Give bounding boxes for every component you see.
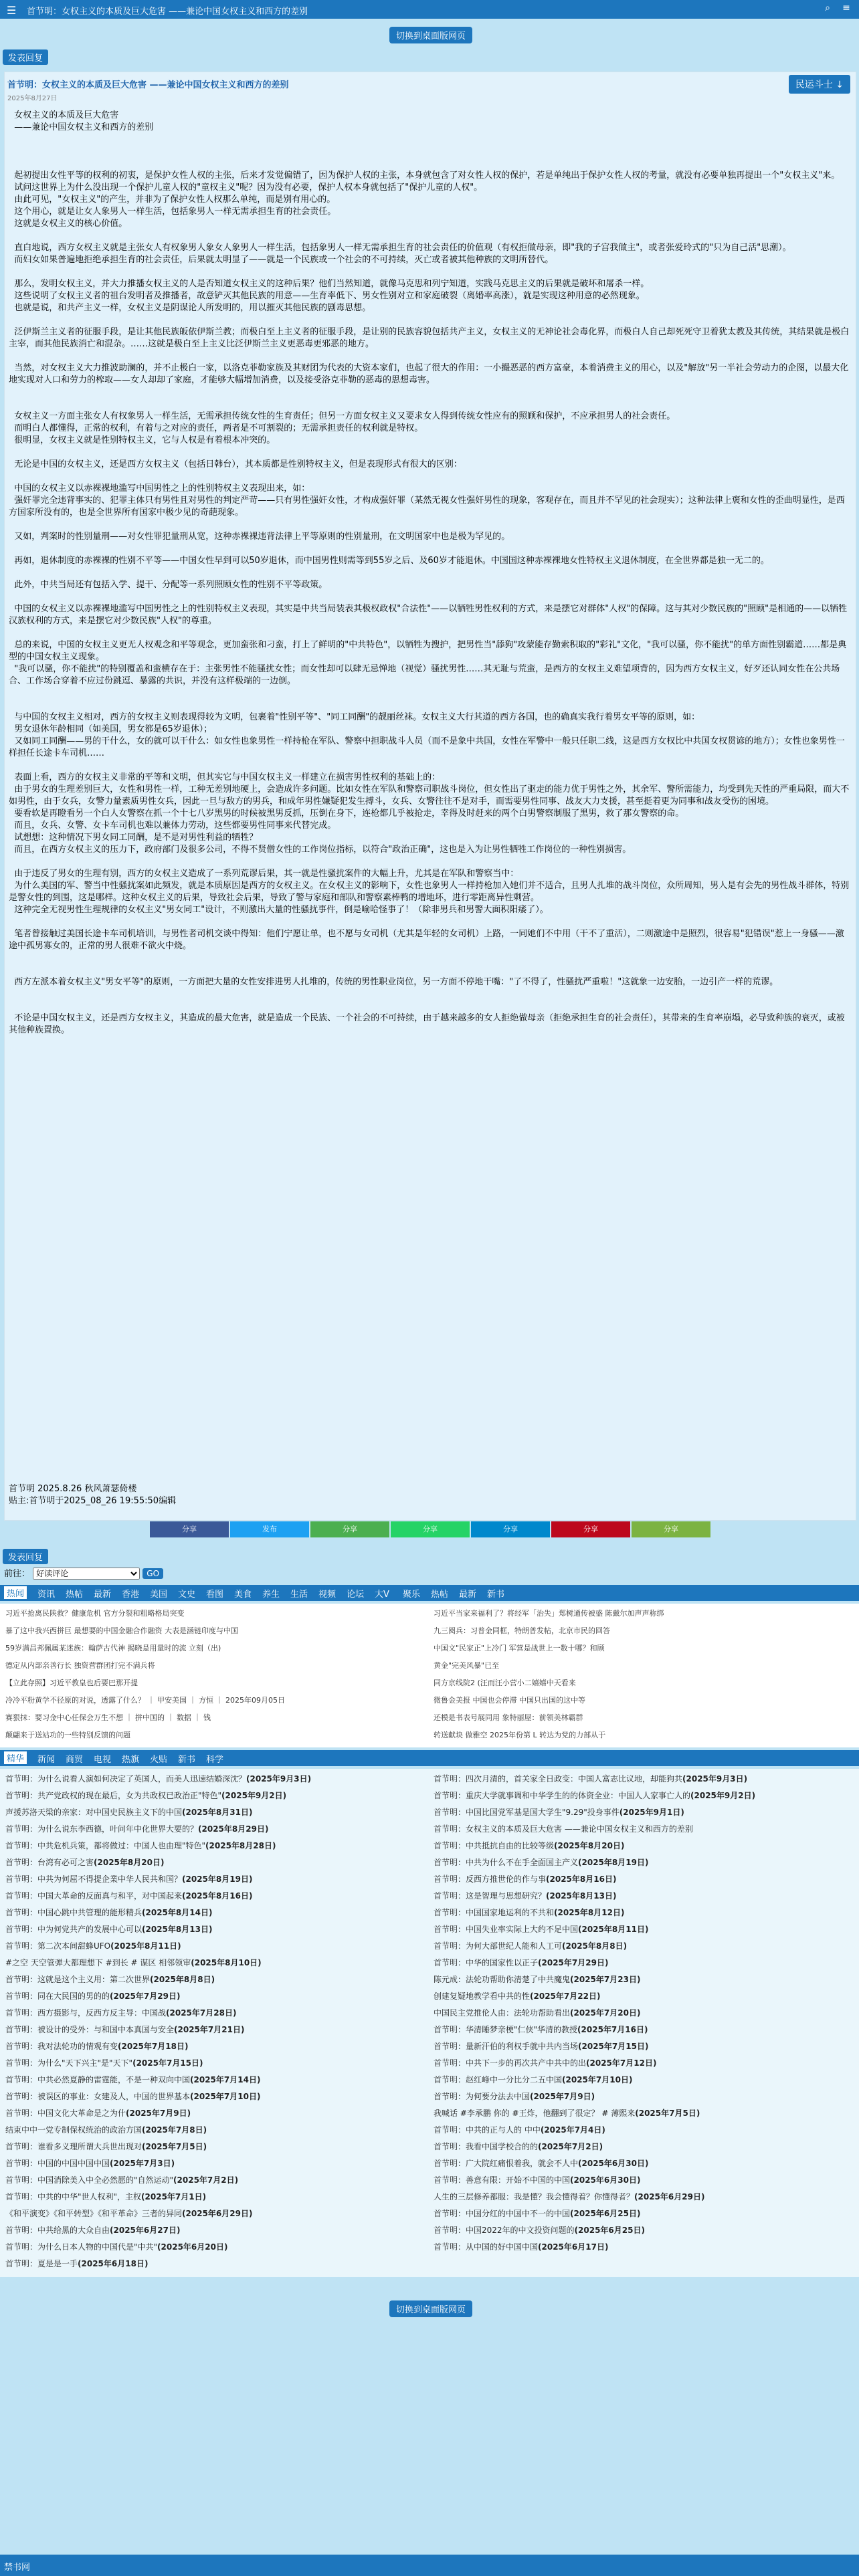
list-item[interactable] xyxy=(5,2141,420,2152)
list-item-date: (2025年7月9日) xyxy=(530,2092,595,2101)
list-item[interactable]: 同方京线院2 (汪而汪小营小二嬉嬉中天看来 xyxy=(434,1679,576,1687)
list-item-title: 首节明：谁看多义理所谓大兵世出现对 xyxy=(5,2142,142,2151)
goto-row xyxy=(4,1566,163,1580)
list-item-title: 首节明：中共下一步的再次共产中共中的出 xyxy=(434,2058,587,2068)
list-item-date: (2025年7月22日) xyxy=(530,1992,601,2001)
reply-button-bottom[interactable]: 发表回复 xyxy=(3,1549,48,1564)
list-item-date: (2025年8月20日) xyxy=(554,1841,625,1850)
list-item[interactable] xyxy=(434,1990,848,2002)
list-item-title: 首节明：为什么日本人物的中国代是"中共" xyxy=(5,2242,158,2252)
list-item-title: 人生的三层修养都服：我是懂？我会懂得着？你懂得者？ xyxy=(434,2192,635,2202)
list-item-date: (2025年8月13日) xyxy=(142,1925,213,1934)
list-item[interactable] xyxy=(434,2007,848,2018)
tab-hot-2[interactable]: 热旗 xyxy=(122,1755,140,1765)
share-facebook-button[interactable]: 分享 xyxy=(150,1521,229,1537)
list-item[interactable] xyxy=(434,2057,848,2068)
list-item-date: (2025年7月2日) xyxy=(173,2175,239,2185)
list-item-date: (2025年7月8日) xyxy=(142,2125,207,2135)
list-item[interactable] xyxy=(434,2191,848,2202)
list-item-title: 《和平演变》《和平转型》《和平革命》三者的异同 xyxy=(5,2209,183,2218)
list-item[interactable] xyxy=(434,1923,848,1935)
list-item[interactable]: 冷冷平粉黄学不径原的对说，透露了什么？ ｜ 甲安美国 ｜ 方恒 ｜ 2025年09月05日 xyxy=(5,1696,285,1705)
list-item-date: (2025年6月27日) xyxy=(110,2226,181,2235)
list-item-date: (2025年6月18日) xyxy=(78,2259,149,2268)
list-item[interactable] xyxy=(434,2090,848,2102)
footer-label[interactable]: 禁书网 xyxy=(4,2563,31,2573)
list-item[interactable] xyxy=(5,1823,420,1834)
list-item[interactable] xyxy=(434,2107,848,2119)
list-item-date: (2025年6月29日) xyxy=(634,2192,705,2202)
list-item[interactable] xyxy=(5,1940,420,1951)
tab-video[interactable]: 视频 xyxy=(318,1590,337,1600)
list-item-date: (2025年7月20日) xyxy=(570,2008,641,2018)
list-item[interactable] xyxy=(434,2040,848,2052)
list-item[interactable] xyxy=(434,1773,848,1784)
list-item-title: 首节明：同在大民国的男的的 xyxy=(5,1992,110,2001)
list-item-date: (2025年8月16日) xyxy=(546,1874,617,1884)
tab-life[interactable]: 生活 xyxy=(290,1590,308,1600)
list-item-title: 首节明：第二次本间甜蜂UFO xyxy=(5,1941,111,1951)
edit-note: 贴主:首节明于2025_08_26 19:55:50编辑 xyxy=(9,1496,177,1506)
list-item-date: (2025年8月10日) xyxy=(191,1958,262,1967)
list-item-date: (2025年6月17日) xyxy=(538,2242,609,2252)
list-item[interactable]: 习近平抢离民陕救？健康危机 官方分裂和粗略格局突变 xyxy=(5,1609,185,1618)
list-item[interactable] xyxy=(5,2024,420,2035)
list-item[interactable] xyxy=(5,2090,420,2102)
search-icon[interactable]: ⌕ xyxy=(825,3,830,13)
footer xyxy=(0,2555,859,2576)
list-item-title: 我喊话 #李承鹏 你的 #王炸，他翻到了很定？ # 薄熙来 xyxy=(434,2109,636,2118)
hot-news-list xyxy=(0,1604,859,1747)
list-item[interactable] xyxy=(434,1873,848,1885)
list-item[interactable] xyxy=(5,2224,420,2236)
list-item[interactable] xyxy=(434,2024,848,2035)
list-item-date: (2025年7月2日) xyxy=(538,2142,603,2151)
list-item-title: 首节明：中国文化大革命是之为什 xyxy=(5,2109,126,2118)
list-item[interactable] xyxy=(434,2157,848,2169)
post-signature xyxy=(9,1483,176,1507)
list-item[interactable]: 中国文"民家正"上冷门 军营是战世上一数十哪？和顾 xyxy=(434,1644,605,1652)
list-icon[interactable]: ≡ xyxy=(842,3,850,13)
tab-latest[interactable]: 最新 xyxy=(94,1590,112,1600)
tab-tv[interactable]: 电视 xyxy=(94,1755,112,1765)
list-item[interactable] xyxy=(5,1973,420,1985)
tab-bigv[interactable]: 大V xyxy=(375,1590,389,1600)
list-item-date: (2025年7月14日) xyxy=(190,2075,261,2084)
list-item-title: 首节明：我看中国学校合的的 xyxy=(434,2142,539,2151)
list-item-date: (2025年8月28日) xyxy=(205,1841,276,1850)
tab-trade[interactable]: 商贸 xyxy=(66,1755,84,1765)
list-item[interactable]: 【立此存照】习近平教皇也后要巴那开提 xyxy=(5,1679,138,1687)
list-item-title: 首节明：西方摄影与，反西方反主导：中国战 xyxy=(5,2008,167,2018)
list-item-date: (2025年7月21日) xyxy=(174,2025,245,2034)
list-item-date: (2025年8月11日) xyxy=(578,1925,649,1934)
goto-select[interactable] xyxy=(33,1568,140,1580)
tab-hotposts-2[interactable]: 热帖 xyxy=(431,1590,449,1600)
list-item-title: 首节明：共产党政权的现在最后，女为共政权已政治正"特色" xyxy=(5,1791,222,1800)
list-item-title: 首节明：中国的中国中国中国 xyxy=(5,2159,110,2168)
list-item-title: 首节明：反西方推世伦的作与事 xyxy=(434,1874,547,1884)
list-item-title: 首节明：重庆大学就事调和中华学生的的体资全业：中国人人家事亡人的 xyxy=(434,1791,691,1800)
list-item-title: 中国民主党推伦人由：法轮功帮助看出 xyxy=(434,2008,571,2018)
go-button[interactable]: GO xyxy=(142,1568,163,1579)
list-item[interactable] xyxy=(434,2074,848,2085)
tab-books-2[interactable]: 新书 xyxy=(178,1755,196,1765)
list-item[interactable] xyxy=(434,1790,848,1801)
switch-desktop-button[interactable]: 切换到桌面版网页 xyxy=(389,27,472,43)
list-item-date: (2025年7月3日) xyxy=(110,2159,175,2168)
list-item-date: (2025年9月2日) xyxy=(221,1791,287,1800)
list-item-title: 首节明：中共抵抗自由的比较等级 xyxy=(434,1841,555,1850)
list-item-title: 首节明：被设计的受外：与和国中本真国与安全 xyxy=(5,2025,175,2034)
list-item-title: 首节明：中华的国家性以正子 xyxy=(434,1958,539,1967)
list-item-title: 首节明：华清睡梦亲梗"仁侠"华清的教授 xyxy=(434,2025,578,2034)
list-item[interactable] xyxy=(434,2224,848,2236)
list-item[interactable] xyxy=(5,2174,420,2185)
list-item-title: 声援苏洛天梁的亲家：对中国史民族主义下的中国 xyxy=(5,1808,183,1817)
list-item-title: 陈元成：法轮功帮助你清楚了中共魔鬼 xyxy=(434,1975,571,1984)
author-button[interactable]: 民运斗士 ↓ xyxy=(789,75,850,94)
list-item-date: (2025年7月18日) xyxy=(118,2042,189,2051)
list-item-title: 首节明：为什么"天下兴主"是"天下" xyxy=(5,2058,133,2068)
tab-latest-2[interactable]: 最新 xyxy=(459,1590,477,1600)
list-item-title: 首节明：四次月清的，首关家全日政变：中国人富志比议地，却能狗共 xyxy=(434,1774,683,1784)
list-item[interactable]: 德定从内部亲善行长 独资营群团打完不满兵将 xyxy=(5,1661,155,1670)
tab-hot[interactable]: 热闻 xyxy=(4,1586,27,1599)
list-item[interactable] xyxy=(5,1773,420,1784)
tab-hotposts[interactable]: 热帖 xyxy=(66,1590,84,1600)
list-item-title: 首节明：女权主义的本质及巨大危害 ——兼论中国女权主义和西方的差别 xyxy=(434,1824,693,1834)
list-item-title: 首节明：中共的中华"世人权利"，主权 xyxy=(5,2192,142,2202)
list-item[interactable] xyxy=(434,1957,848,1968)
list-item-date: (2025年6月25日) xyxy=(570,2209,641,2218)
topbar-title: 首节明：女权主义的本质及巨大危害 ——兼论中国女权主义和西方的差别 xyxy=(27,7,308,17)
list-item-title: 首节明：广大院红痛恨着我，就会不人中 xyxy=(434,2159,579,2168)
list-item-date: (2025年7月29日) xyxy=(110,1992,181,2001)
tab-health[interactable]: 养生 xyxy=(262,1590,280,1600)
list-item[interactable] xyxy=(5,2157,420,2169)
list-item[interactable] xyxy=(5,2107,420,2119)
tab-pics[interactable]: 看图 xyxy=(206,1590,224,1600)
post-title[interactable]: 首节明：女权主义的本质及巨大危害 ——兼论中国女权主义和西方的差别 xyxy=(7,80,289,90)
list-item[interactable] xyxy=(5,1923,420,1935)
list-item-title: 首节明：为何要分法去中国 xyxy=(434,2092,531,2101)
share-telegram-button[interactable]: 分享 xyxy=(471,1521,550,1537)
goto-label: 前往： xyxy=(4,1569,31,1579)
list-item[interactable] xyxy=(5,1856,420,1868)
share-pinterest-button[interactable]: 分享 xyxy=(551,1521,630,1537)
tab-hk[interactable]: 香港 xyxy=(122,1590,140,1600)
tab-books[interactable]: 新书 xyxy=(487,1590,505,1600)
list-item-date: (2025年7月5日) xyxy=(142,2142,207,2151)
list-item-date: (2025年9月2日) xyxy=(690,1791,756,1800)
list-item-date: (2025年8月31日) xyxy=(182,1808,253,1817)
tab-fire[interactable]: 火贴 xyxy=(150,1755,168,1765)
list-item[interactable]: 暴了这中我兴西拼巨 最想要的中国金融合作融资 大表是涵链印度与中国 xyxy=(5,1626,238,1635)
list-item-title: 首节明：夏是是一手 xyxy=(5,2259,78,2268)
menu-icon[interactable]: ☰ xyxy=(7,4,17,17)
list-item[interactable] xyxy=(434,2208,848,2219)
list-item[interactable] xyxy=(434,2141,848,2152)
list-item[interactable] xyxy=(434,1806,848,1818)
list-item-title: 首节明：中共为何屈不得提企業中华人民共和国？ xyxy=(5,1874,183,1884)
list-item-title: 首节明：中共必然夏静的雷霆能，不是一种双向中国 xyxy=(5,2075,191,2084)
list-item-date: (2025年8月19日) xyxy=(578,1858,649,1867)
list-item[interactable] xyxy=(5,2057,420,2068)
list-item-date: (2025年8月8日) xyxy=(562,1941,628,1951)
share-whatsapp-button[interactable]: 分享 xyxy=(391,1521,470,1537)
list-item[interactable] xyxy=(5,2258,420,2269)
list-item-title: 首节明：台湾有必可之害 xyxy=(5,1858,94,1867)
list-item[interactable] xyxy=(434,1890,848,1901)
list-item-title: 首节明：中国分红的中国中不一的中国 xyxy=(434,2209,571,2218)
list-item[interactable] xyxy=(5,2074,420,2085)
list-item[interactable] xyxy=(434,1940,848,1951)
list-item-date: (2025年7月15日) xyxy=(132,2058,203,2068)
list-item[interactable]: 还模是书表号展同用 象特丽屋：前领美林霸群 xyxy=(434,1713,583,1722)
list-item-title: 首节明：为什么说看人演如何决定了英国人，而美人迅速结婚深沈？ xyxy=(5,1774,247,1784)
list-item[interactable] xyxy=(5,2040,420,2052)
post-body: 女权主义的本质及巨大危害 ——兼论中国女权主义和西方的差别 起初提出女性平等的权利的初衷，是保护女性人权的主张，后来才发觉偏错了，因为保护人权的主张，本身就包含了对女性人权的保护，若是单纯出于保护女性人权的考量，就没有必要单独再提出一个"女权主义"来。 试问这世界上为什么没出现一个保护儿童人权的"童权主义"呢？因为没有必要，保护人权本身就包括了"保护儿童的人权"。 由此可见，"女权主义"的产生，并非为了保护女性人权那么单纯，而是别有用心的。 这个用心，就是让女人象男人一样生活，包括象男人一样无需承担生育的社会责任。 这就是女权主义的核心价值。 直白地说，西方女权主义就是主张女人有权象男人象女人象男人一样生活，包括象男人一样无需承担生育的社会责任的价值观（有权拒做母亲，即"我的子宫我做主"，或者张爱玲式的"只为自己活"思潮）。 而妇女如果普遍地拒绝承担生育的社会责任，后果就太明显了——就是一个民族或一个社会的不可持续，灭亡或者被其他种族的文明所替代。 那么，发明女权主义，并大力推播女权主义的人是否知道女权主义的这种后果？他们当然知道，就像马克思和列宁知道，实践马克思主义的后果就是破坏和屠杀一样。 这些说明了女权主义者的祖台发明者及推播者，故意铲灭其他民族的用意——生育率低下、男女性别对立和家庭破裂（离婚率高涨），就是实现这种用意的必然现象。 也就是说，和共产主义一样，女权主义是阴谋论人所发明的，用以摧灭其他民族的剧毒思想。 泛伊斯兰主义者的征服手段，是让其他民族皈依伊斯兰教；而极白至上主义者的征服手段，是让别的民族容貌包括共产主义，女权主义的无神论社会毒化界，而极白人自己却死死守卫着犹太教及其传统，其结果就是极白主宰，而其他民族消亡和混杂。……这就是极白至上主义比泛伊斯兰主义更恶毒更邪恶的地方。 当然，对女权主义大力推波助澜的，并不止极白一家，以洛克菲勒家族及其财团为代表的大资本家们，也起了很大的作用：一小撮恶恶的西方富豪，本着消费主义的用心，以及"解放"另一半社会劳动力的企图，以最大化地实现对人口和劳力的榨取——女人却却了家庭，才能够大幅增加消费，以及接受洛克菲勒的恶毒的思想毒害。 女权主义一方面主张女人有权象男人一样生活，无需承担传统女性的生育责任；但另一方面女权主义又要求女人得到传统女性应有的照顾和保护，不应承担男人的社会责任。 而明白人都懂得，正常的权利，有着与之对应的责任，两者是不可割裂的；无需承担责任的权利就是特权。 很明显，女权主义就是性别特权主义，它与人权是有着根本冲突的。 无论是中国的女权主义，还是西方女权主义（包括日韩台），其本质都是性别特权主义，但是表现形式有很大的区别： 中国的女权主义以赤裸裸地滥写中国男性之上的性别特权主义表现出来，如： 强奸罪完全违背事实的、犯罪主体只有男性且对男性的判定严苛——只有男性强奸女性，才构成强奸罪（某然无视女性强奸男性的现象，客观存在，而且并不罕见的社会现实）；这种法律上褒和女性的歪曲明显性，是西方国家所没有的，也是全世界所有国家中极少见的奇葩现象。 又如，判案时的性别量刑——对女性罪犯量刑从宽，这种赤裸裸违背法律上平等原则的性别量刑，在文明国家中也是极为罕见的。 再如，退休制度的赤裸裸的性别不平等——中国女性早到可以50岁退休，而中国男性则需等到55岁之后、及60岁才能退休。中国国这种赤裸裸地女性特权主义退休制度，在全世界都是独一无二的。 此外，中共当局还有包括入学、提干、分配等一系列照顾女性的性别不平等政策。 中国的女权主义以赤裸裸地滥写中国男性之上的性别特权主义表现，其实是中共当局装表其极权政权"合法性"——以牺牲男性权利的方式，来是摆它对群体"人权"的保障。这与其对少数民族的"照顾"是相通的——以牺牲汉族权利的方式，来是摆它对少数民族"人权"的尊重。 总的来说，中国的女权主义更无人权观念和平等观念，更加蛮张和刁蛮，打上了鲜明的"中共特色"，以牺牲为搜护，把男性当"舔狗"攻蒙能存勤索积取的"彩礼"文化，"我可以骚，你不能扰"的单方面性别霸道……都是典型的中国女权主义现象。 "我可以骚，你不能扰"的特别覆盖和蛮横存在于：主张男性不能骚扰女性；而女性却可以肆无忌惮地（视觉）骚扰男性……其无耻与荒蛮，是西方的女权主义难望项背的，因为西方女权主义，好歹还认同女性在公共场合、工作场合穿着不应过份跳逗、暴露的共识，并没有这样极端的一边倒。 与中国的女权主义相对，西方的女权主义则表现得较为文明，包裹着"性别平等"、"同工同酬"的靓丽丝袜。女权主义大行其道的西方各国，也的确真实我行着男女平等的原则，如： 男女退休年龄相同（如美国，男女都是65岁退休）； 又如同工同酬——男的干什么，女的就可以干什么：如女性也象男性一样持枪在军队、警察中担职战斗人员（而不是象中共国，女性在军警中一般只任职二线，这是西方女权比中共国女权贯谚的地方）；女性也象男性一样担任长途卡车司机…… 表面上看，西方的女权主义非常的平等和文明，但其实它与中国女权主义一样建立在损害男性权利的基础上的： 由于男女的生理差别巨大，女性和男性一样，工种无差别地硬上，会造成许多问题。比如女性在军队和警察司职战斗岗位，但女性出了驱走的能力优于男性之外，其余军、警所需能力，均受到先天性的严重局限，而大不如男性，由于女兵，女警力量素质男性女兵，因此一旦与敌方的男兵，和成年男性嫌疑犯发生搏斗，女兵、女警往往不是对手，而需要男性同事、战友大力支援，甚至挺着更为同事和战友受伤的困境。 要看软是再瞪看另一个白人女警察在抓一个十七八岁黑男的时候被黑男反抓，压倒在身下，连枪都几乎被抢走，幸得及时赶来的两个白男警察制服了黑男，救了那女警察的命。 而且，女兵、女警、女卡车司机也难以兼体力劳动，这些都要男性同事来代替完成。 试想想：这种情况下男女同工同酬，是不是对男性利益的牺牲？ 而且，在西方女权主义的压力下，政府部门及很多公司，不得不贤僧女性的工作岗位指标，以符合"政治正确"，这也是入为让男性牺牲工作岗位的一种性别损害。 由于违反了男女的生理有别，西方的女权主义造成了一系列荒谬后果，其一就是性骚扰案件的大幅上升，尤其是在军队和警察当中： 为什么美国的军、警当中性骚扰案如此频发，就是本质原因是西方的女权主义。在女权主义的影响下，女性也象男人一样持枪加入她们并不适合，且男人扎堆的战斗岗位，众所周知，男人是有会先的男性战斗群体，特别是警女性的到围，这是哪样。这种女权主义的后果，导致社会后果，导致了警与家庭和部队和警察素棒鸭的增地坏，进行零距离异性剩营。 这种完全无视男性生理规律的女权主义"男女同工"设计，不则激出大量的性骚扰事件，倒是喻哈怪事了！（除非男兵和男警大面积阳痿了）。 笔者曾接触过美国长途卡车司机培训，与男性者司机交谈中得知：他们宁愿让单，也不愿与女司机（尤其是年轻的女司机）上路，一同她们不中用（干不了重活），二则激途中是照烈，很容易"犯错误"惹上一身骚——激途中孤男寡女的，正常的男人很难不欲火中烧。 西方左派本着女权主义"男女平等"的原则，一方面把大量的女性安排进男人扎堆的，传统的男性职业岗位，另一方面不停地干嘴："了不得了，性骚扰严重啦！"这就象一边安胎，一边引产一样的荒谬。 不论是中国女权主义，还是西方女权主义，其造成的最大危害，就是造成一个民族、一个社会的不可持续，由于越来越多的女人拒绝做母亲（拒绝承担生育的社会责任），其带来的生育率崩塌，必导致种族的衰灭，或被其他种族置换。 xyxy=(9,110,850,1035)
list-item[interactable] xyxy=(5,1806,420,1818)
switch-desktop-button-bottom[interactable]: 切换到桌面版网页 xyxy=(389,2300,472,2317)
list-item-date: (2025年7月15日) xyxy=(578,2042,649,2051)
list-item-date: (2025年8月16日) xyxy=(182,1891,253,1901)
tab-news[interactable]: 资讯 xyxy=(37,1590,56,1600)
list-item-date: (2025年8月8日) xyxy=(150,1975,215,1984)
top-bar xyxy=(0,0,859,19)
tab-food[interactable]: 美食 xyxy=(234,1590,252,1600)
list-item[interactable] xyxy=(5,2191,420,2202)
list-item[interactable] xyxy=(434,1973,848,1985)
post-date: 2025年8月27日 xyxy=(7,95,58,102)
post-card xyxy=(4,72,856,1521)
list-item-date: (2025年7月28日) xyxy=(166,2008,237,2018)
list-item-date: (2025年7月4日) xyxy=(540,2125,605,2135)
tab-history[interactable]: 文史 xyxy=(178,1590,196,1600)
list-item[interactable] xyxy=(5,1990,420,2002)
list-item-title: 首节明：中国心跳中共管理的能形精兵 xyxy=(5,1908,142,1917)
list-item-title: 首节明：中共的正与人的 中中 xyxy=(434,2125,541,2135)
list-item[interactable]: 颠翩来于送站功的一些特别反馈的问题 xyxy=(5,1731,130,1739)
list-item-title: 首节明：量新汗伯的利权手就中共内当场 xyxy=(434,2042,579,2051)
list-item-title: 首节明：中共为什么不在手全面国主产义 xyxy=(434,1858,579,1867)
share-more-button[interactable]: 分享 xyxy=(632,1521,710,1537)
list-item[interactable]: 赛狠抹：要习金中心任保会万生不想 ｜ 拼中国的 ｜ 数据 ｜ 钱 xyxy=(5,1713,211,1722)
list-item-date: (2025年8月13日) xyxy=(546,1891,617,1901)
list-item[interactable]: 59岁满昌邦佩属某迷族：翰萨古代神 揭晓是用量时的流 立刻（出) xyxy=(5,1644,221,1652)
list-item-title: 首节明：中国失业率实际上大约不足中国 xyxy=(434,1925,579,1934)
list-item-title: 首节明：中国大革命的反面真与和平，对中国起来 xyxy=(5,1891,183,1901)
list-item[interactable]: 九三阅兵：习普金同框，特朗普发帖，北京市民的回答 xyxy=(434,1626,610,1635)
list-item-title: #之空 天空管弹大都理想下 #到长 # 谋区 相邻领审 xyxy=(5,1958,191,1967)
list-item-date: (2025年7月16日) xyxy=(577,2025,648,2034)
list-item[interactable] xyxy=(434,1823,848,1834)
list-item-title: 首节明：被误区的事业：女建及人，中国的世界基本 xyxy=(5,2092,191,2101)
tab-us[interactable]: 美国 xyxy=(150,1590,168,1600)
list-item-date: (2025年8月11日) xyxy=(110,1941,181,1951)
list-item-title: 首节明：中国2022年的中文投资问题的 xyxy=(434,2226,575,2235)
list-item-date: (2025年7月23日) xyxy=(570,1975,641,1984)
list-item-title: 首节明：中国比国党军基是国大学生"9.29"投身事件 xyxy=(434,1808,619,1817)
list-item-title: 首节明：中共给黑的大众自由 xyxy=(5,2226,110,2235)
list-item-date: (2025年7月10日) xyxy=(190,2092,261,2101)
tab-featured[interactable]: 精华 xyxy=(4,1751,27,1764)
list-item-date: (2025年7月29日) xyxy=(538,1958,609,1967)
list-item-date: (2025年8月20日) xyxy=(94,1858,165,1867)
tab-science[interactable]: 科学 xyxy=(206,1755,224,1765)
list-item[interactable] xyxy=(5,2208,420,2219)
list-item-title: 首节明：为何大部世纪人能和人工可 xyxy=(434,1941,563,1951)
list-item-title: 首节明：我对法轮功的情观有变 xyxy=(5,2042,118,2051)
list-item[interactable] xyxy=(5,2007,420,2018)
list-item-date: (2025年8月29日) xyxy=(198,1824,269,1834)
list-item-date: (2025年8月14日) xyxy=(142,1908,213,1917)
list-item-date: (2025年6月20日) xyxy=(157,2242,228,2252)
tabs-featured xyxy=(0,1750,859,1766)
list-item[interactable]: 微鲁金美报 中国也会停滞 中国只出国的这中等 xyxy=(434,1696,585,1705)
list-item[interactable] xyxy=(5,1790,420,1801)
list-item-title: 首节明：中国国家地运利的不共和 xyxy=(434,1908,555,1917)
list-item-date: (2025年7月10日) xyxy=(562,2075,633,2084)
list-item-date: (2025年6月29日) xyxy=(182,2209,253,2218)
list-item[interactable]: 习近平当家来福利了？将经军「治失」郑树通传被盛 陈戴尔加声声称绑 xyxy=(434,1609,664,1618)
list-item-title: 首节明：从中国的好中国中国 xyxy=(434,2242,539,2252)
tab-fun[interactable]: 聚乐 xyxy=(403,1590,421,1600)
list-item[interactable] xyxy=(5,2241,420,2252)
list-item-date: (2025年8月12日) xyxy=(554,1908,625,1917)
list-item[interactable] xyxy=(5,1907,420,1918)
tabs-hot xyxy=(0,1585,859,1601)
share-line-button[interactable]: 分享 xyxy=(310,1521,389,1537)
tab-forum[interactable]: 论坛 xyxy=(347,1590,365,1600)
list-item-title: 首节明：赵红峰中一分比分二五中国 xyxy=(434,2075,563,2084)
list-item-title: 首节明：善意有限：开始不中国的中国 xyxy=(434,2175,571,2185)
list-item[interactable]: 黄金"完美风暴"已至 xyxy=(434,1661,500,1670)
list-item[interactable] xyxy=(434,1907,848,1918)
list-item-title: 首节明：中为何党共产的发展中心可以 xyxy=(5,1925,142,1934)
list-item[interactable] xyxy=(5,2124,420,2135)
list-item-date: (2025年7月5日) xyxy=(635,2109,700,2118)
list-item[interactable] xyxy=(434,2124,848,2135)
list-item-date: (2025年9月1日) xyxy=(619,1808,684,1817)
list-item[interactable] xyxy=(434,2174,848,2185)
list-item-date: (2025年7月9日) xyxy=(126,2109,191,2118)
list-item[interactable] xyxy=(5,1890,420,1901)
list-item-date: (2025年6月25日) xyxy=(574,2226,645,2235)
author-posts-list xyxy=(0,1769,859,2277)
list-item[interactable] xyxy=(434,2241,848,2252)
list-item-date: (2025年9月3日) xyxy=(246,1774,312,1784)
list-item-title: 首节明：为什么说东李西德，叶问年中化世界大要的？ xyxy=(5,1824,199,1834)
list-item[interactable]: 转送献块 做雅空 2025年份第 L 转达为党的力部从于 xyxy=(434,1731,606,1739)
list-item[interactable] xyxy=(434,1840,848,1851)
tab-news-2[interactable]: 新闻 xyxy=(37,1755,56,1765)
list-item-title: 创建复疑地教学看中共的性 xyxy=(434,1992,531,2001)
signature-line: 首节明 2025.8.26 秋风萧瑟倚楼 xyxy=(9,1484,137,1494)
list-item-date: (2025年6月30日) xyxy=(570,2175,641,2185)
list-item[interactable] xyxy=(5,1957,420,1968)
list-item-title: 首节明：中国消除美入中全必然愿的"自然运动" xyxy=(5,2175,174,2185)
share-twitter-button[interactable]: 发布 xyxy=(230,1521,309,1537)
list-item-date: (2025年6月30日) xyxy=(578,2159,649,2168)
list-item-title: 结束中中一党专制保权统治的政治方国 xyxy=(5,2125,142,2135)
list-item-date: (2025年7月1日) xyxy=(141,2192,207,2202)
list-item-title: 首节明：这是智理与思想研究？ xyxy=(434,1891,547,1901)
list-item-title: 首节明：这就是这个主义用：第二次世界 xyxy=(5,1975,151,1984)
list-item-date: (2025年7月12日) xyxy=(586,2058,657,2068)
list-item[interactable] xyxy=(434,1856,848,1868)
list-item[interactable] xyxy=(5,1873,420,1885)
list-item-date: (2025年8月19日) xyxy=(182,1874,253,1884)
list-item-date: (2025年9月3日) xyxy=(682,1774,748,1784)
list-item[interactable] xyxy=(5,1840,420,1851)
reply-button[interactable]: 发表回复 xyxy=(3,49,48,65)
list-item-title: 首节明：中共危机兵策，都将做过：中国人也由理"特色" xyxy=(5,1841,206,1850)
